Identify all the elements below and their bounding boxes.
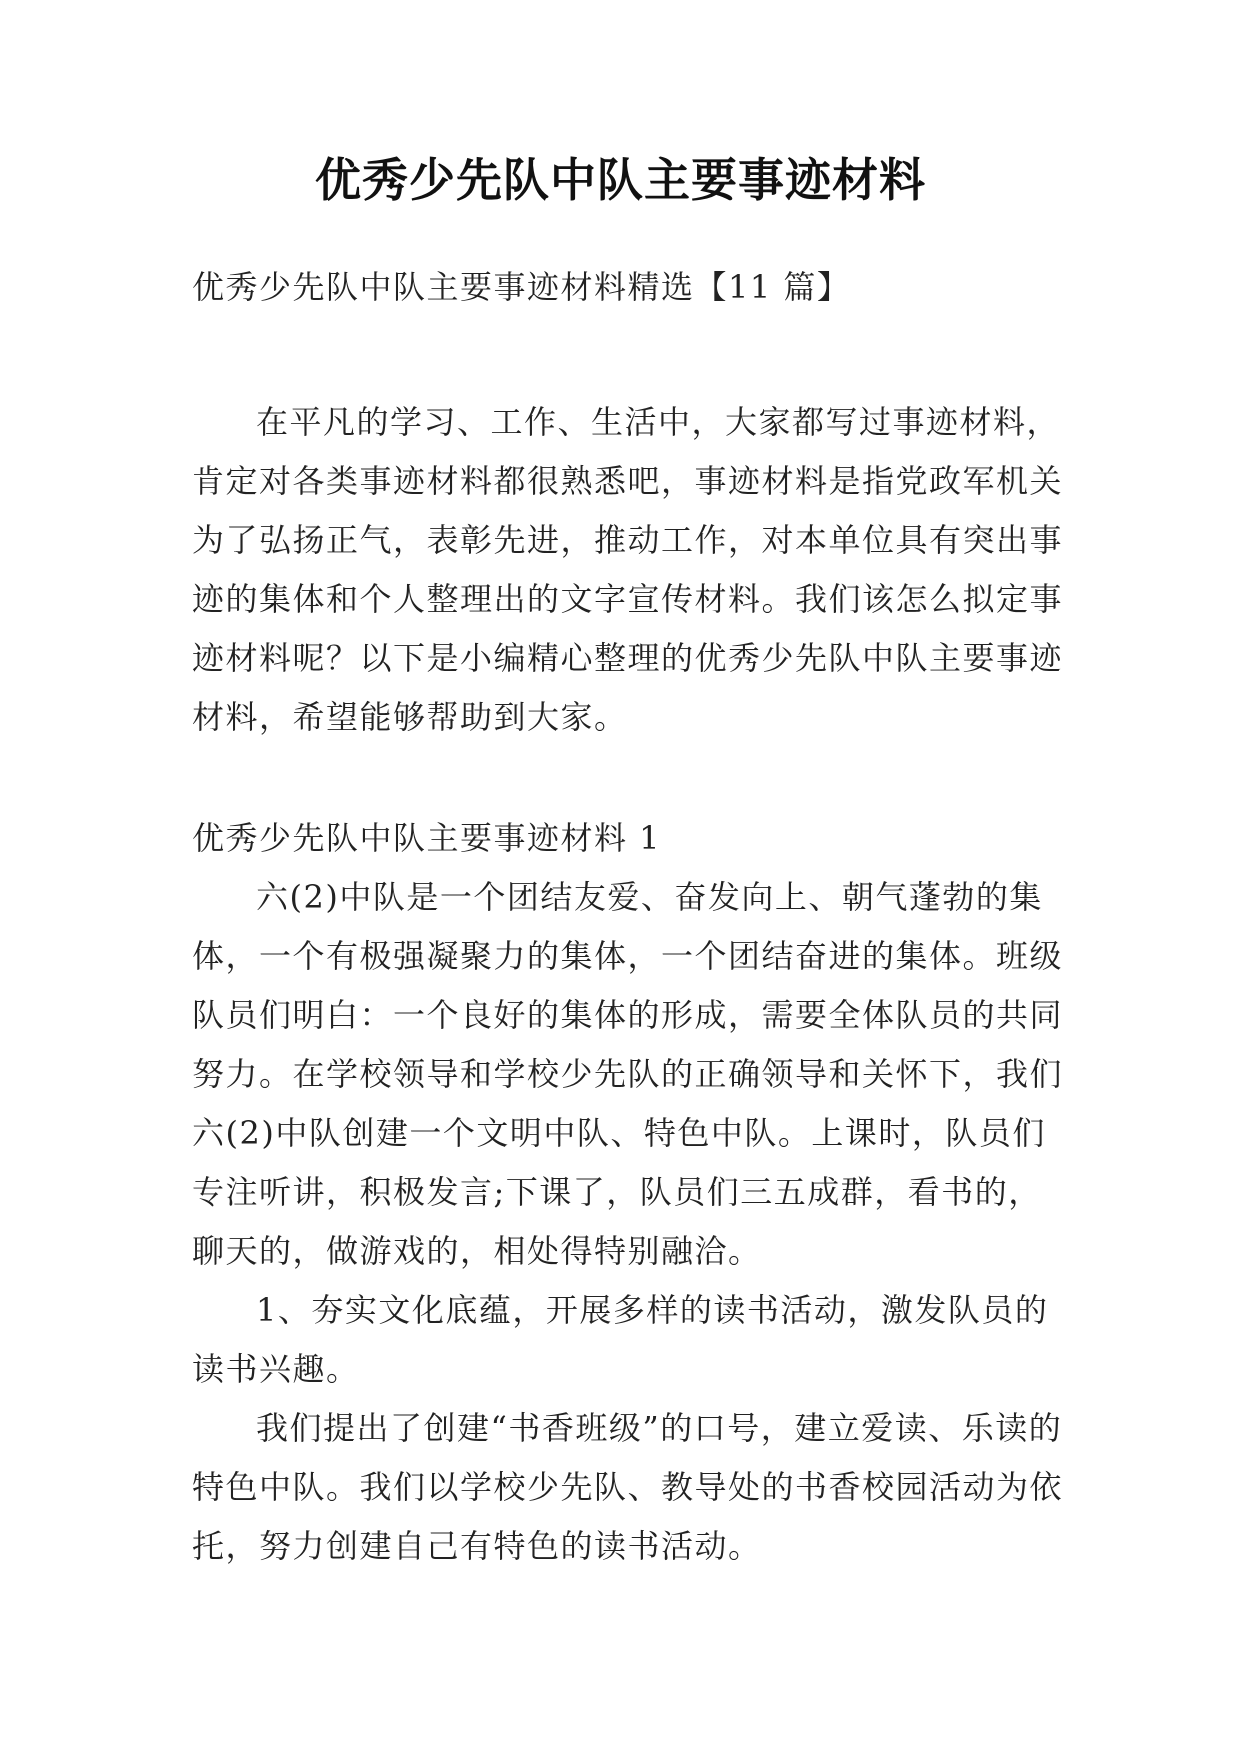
document-body — [192, 258, 1072, 1576]
document-subtitle: 优秀少先队中队主要事迹材料精选【11 篇】 — [192, 268, 851, 306]
section-heading: 优秀少先队中队主要事迹材料 1 — [192, 819, 662, 857]
body-paragraph: 1、夯实文化底蕴，开展多样的读书活动，激发队员的读书兴趣。 — [192, 1291, 1049, 1388]
document-title: 优秀少先队中队主要事迹材料 — [315, 153, 926, 207]
intro-paragraph: 在平凡的学习、工作、生活中，大家都写过事迹材料，肯定对各类事迹材料都很熟悉吧，事迹材料是指党政军机关为了弘扬正气，表彰先进，推动工作，对本单位具有突出事迹的集体和个人整理出的文字宣传材料。我们该怎么拟定事迹材料呢？以下是小编精心整理的优秀少先队中队主要事迹材料，希望能够帮助到大家。 — [192, 403, 1064, 736]
body-paragraph: 我们提出了创建“书香班级”的口号，建立爱读、乐读的特色中队。我们以学校少先队、教导处的书香校园活动为依托，努力创建自己有特色的读书活动。 — [192, 1409, 1064, 1565]
body-paragraph: 六(2)中队是一个团结友爱、奋发向上、朝气蓬勃的集体，一个有极强凝聚力的集体，一个团结奋进的集体。班级队员们明白：一个良好的集体的形成，需要全体队员的共同努力。在学校领导和学校少先队的正确领导和关怀下，我们六(2)中队创建一个文明中队、特色中队。上课时，队员们专注听讲，积极发言;下课了，队员们三五成群，看书的，聊天的，做游戏的，相处得特别融洽。 — [192, 878, 1064, 1270]
